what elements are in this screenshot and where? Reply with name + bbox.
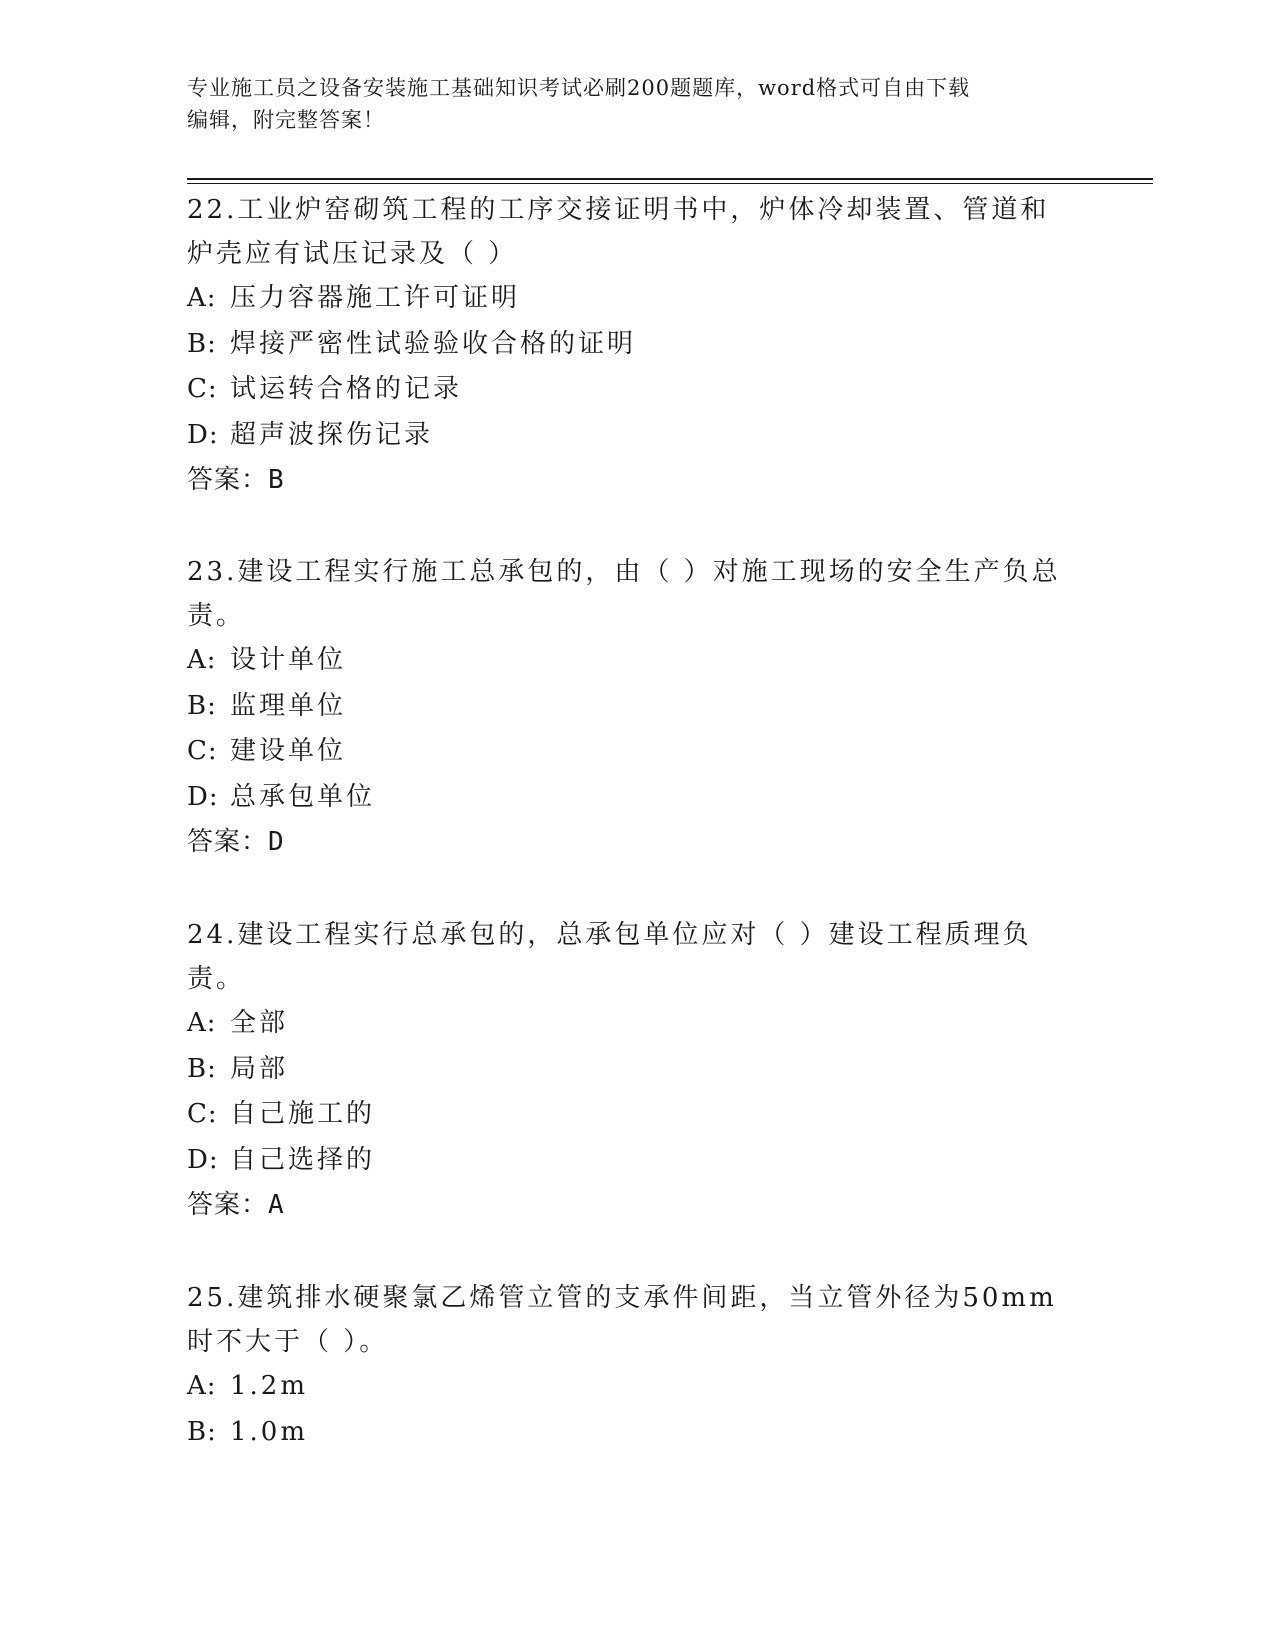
header-divider: [187, 178, 1153, 184]
option-a: [187, 276, 1067, 322]
header-title-line-2: 编辑，附完整答案！: [187, 108, 385, 132]
option-b: [187, 684, 1067, 730]
answer-value: D: [268, 827, 285, 857]
option-key: B:: [187, 690, 217, 721]
question-23: [187, 550, 1067, 865]
option-d: [187, 1138, 1067, 1184]
option-key: D:: [187, 781, 219, 812]
option-text: 自己施工的: [230, 1099, 376, 1129]
question-text: 22.工业炉窑砌筑工程的工序交接证明书中，炉体冷却装置、管道和炉壳应有试压记录及（ ）: [187, 195, 1050, 269]
option-text: 1.2m: [230, 1371, 309, 1401]
option-key: B:: [187, 328, 217, 359]
option-a: [187, 638, 1067, 684]
answer-line: [187, 820, 1067, 865]
option-b: [187, 1047, 1067, 1093]
option-key: D:: [187, 419, 219, 450]
option-key: B:: [187, 1416, 217, 1447]
option-text: 设计单位: [230, 645, 347, 675]
option-text: 1.0m: [230, 1416, 309, 1447]
option-key: A:: [187, 645, 217, 675]
question-text: 23.建设工程实行施工总承包的，由（ ）对施工现场的安全生产负总责。: [187, 557, 1061, 631]
document-header: [187, 72, 1087, 136]
option-text: 全部: [230, 1008, 289, 1038]
option-d: [187, 413, 1067, 459]
option-text: 总承包单位: [230, 781, 376, 812]
answer-line: [187, 458, 1067, 503]
answer-label: 答案：: [187, 827, 269, 857]
answer-value: B: [268, 465, 285, 495]
option-b: [187, 1410, 1067, 1456]
question-text: 24.建设工程实行总承包的，总承包单位应对（ ）建设工程质理负责。: [187, 920, 1032, 994]
answer-value: A: [268, 1190, 285, 1220]
option-a: [187, 1364, 1067, 1410]
option-c: [187, 1092, 1067, 1138]
option-text: 压力容器施工许可证明: [230, 283, 521, 313]
option-text: 监理单位: [230, 690, 347, 721]
option-text: 超声波探伤记录: [230, 419, 434, 450]
option-text: 试运转合格的记录: [230, 374, 463, 404]
option-text: 局部: [230, 1053, 289, 1084]
option-text: 焊接严密性试验验收合格的证明: [230, 328, 637, 359]
option-b: [187, 322, 1067, 368]
question-text: 25.建筑排水硬聚氯乙烯管立管的支承件间距，当立管外径为50mm时不大于（ ）。: [187, 1283, 1057, 1357]
option-c: [187, 729, 1067, 775]
option-key: A:: [187, 1008, 217, 1038]
question-24: [187, 913, 1067, 1228]
option-key: A:: [187, 283, 217, 313]
option-key: B:: [187, 1053, 217, 1084]
option-key: C:: [187, 736, 218, 766]
option-key: D:: [187, 1144, 219, 1175]
question-22: [187, 188, 1067, 503]
option-a: [187, 1001, 1067, 1047]
question-25: [187, 1276, 1067, 1455]
option-d: [187, 775, 1067, 821]
option-key: A:: [187, 1371, 217, 1401]
option-text: 建设单位: [230, 736, 347, 766]
option-key: C:: [187, 374, 218, 404]
header-title-line-1: 专业施工员之设备安装施工基础知识考试必刷200题题库，word格式可自由下载: [187, 76, 971, 100]
option-text: 自己选择的: [230, 1144, 376, 1175]
option-c: [187, 367, 1067, 413]
answer-label: 答案：: [187, 1190, 269, 1220]
option-key: C:: [187, 1099, 218, 1129]
answer-label: 答案：: [187, 465, 269, 495]
answer-line: [187, 1183, 1067, 1228]
